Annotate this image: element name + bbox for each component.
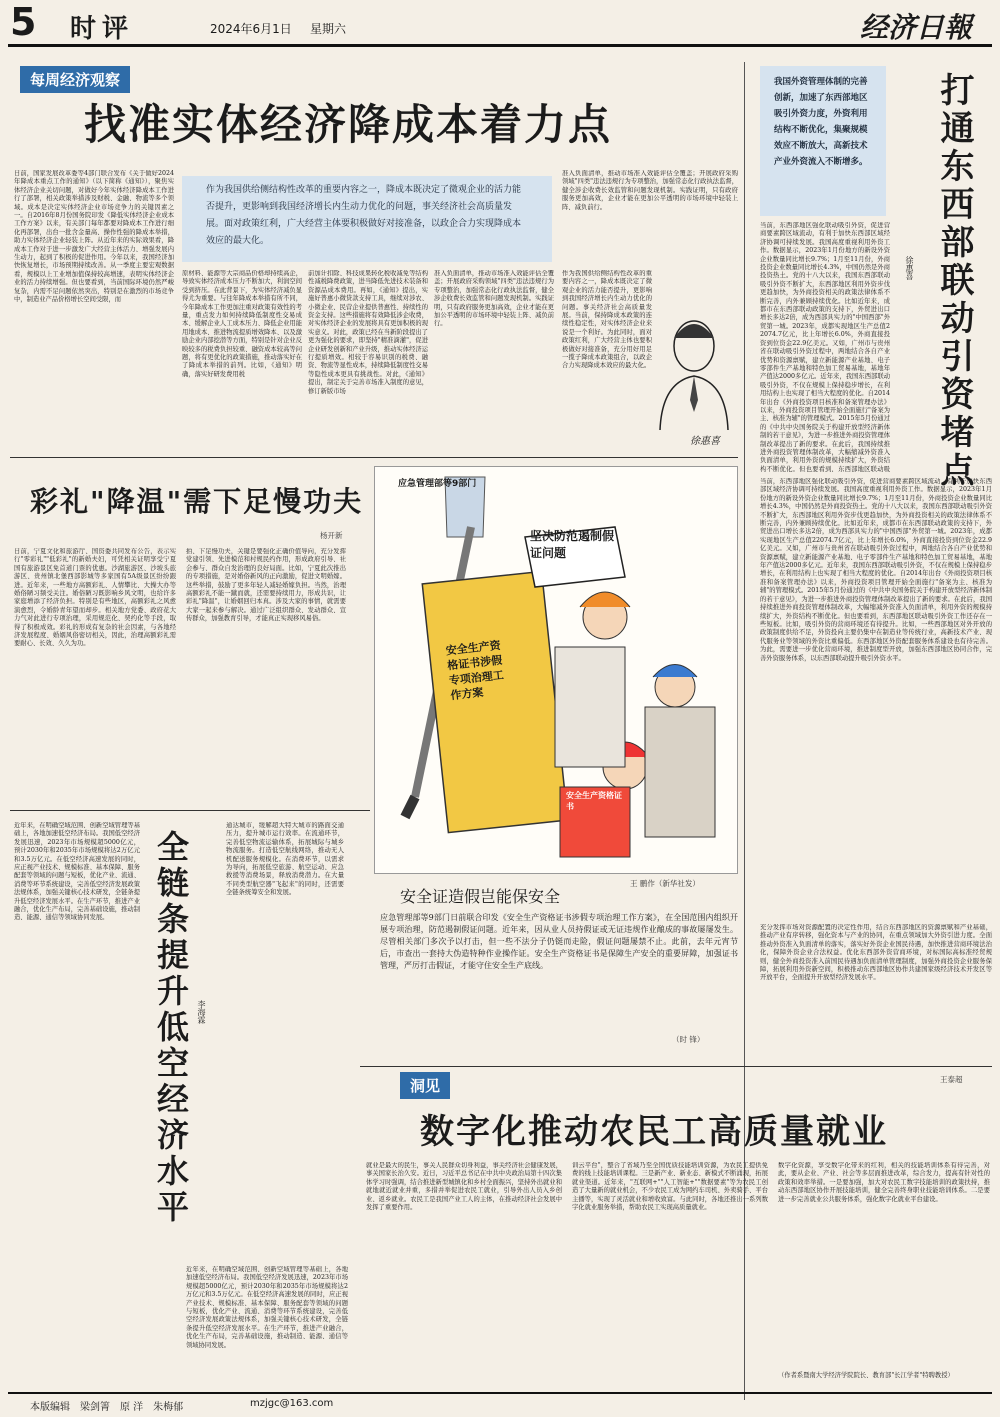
section-rule-3	[360, 1066, 992, 1067]
article1-col5: 作为我国供给侧结构性改革的重要内容之一，降成本既决定了微观企业的活力能否提升，更影响到我国经济增长内生动力优化的问题。事关经济社会高质量发展。当前，保持降成本政策的连续性稳定性，对实体经济企业来说是一个利好。为此同时，面对政策红利，广大经营主体也要积极做好对接准备，充分用好用足一揽子降成本政策组合，以政企合力实现降成本效应的最大化。	[562, 270, 652, 370]
footer-editors: 本版编辑 梁剑箐 原 洋 朱梅郁	[30, 1402, 184, 1413]
article4-col1: 近年来，在明确空域范围、创新空域管理等基础上，各地加速低空经济布局。我国低空经济发展迅速，2023年市场规模超5000亿元，预计2030年和2035年市场规模将达2万亿元和3.5万亿元。在低空经济高速发展的同时，应正视产业技术、规模标准、基本保障、服务配套等领域的问题与短板，优化产业、流通、消费等环节系统建设，完善低空经济发展政策法规体系，加强关键核心技术研发，全链条提升低空经济发展水平。在生产环节，推进产业融合，优化生产布局，完善基础设施，推动制造、能源、通信等领域协同发展。	[14, 822, 140, 922]
section-rule-1	[10, 457, 738, 458]
article5-footnote: （作者系暨南大学经济学院院长、教育部"长江学者"特聘教授）	[778, 1372, 954, 1379]
article5-col3: 数字化资源，享受数字化带来的红利，相关的技能培训体系有待完善，对此，要从企业、产业、社会等多层面推进改革，综合发力，提高有针对性的政策和效率举措。一是要加强，加大对农民工数字技能培训的政策扶持，推动东西部地区协作开展技能培训，健全完善终身职业技能培训体系。二是要进一步完善就业公共服务体系，强化数字化就业平台建设。	[778, 1162, 990, 1203]
cartoon-sign: 坚决防范遏制假证问题	[530, 529, 615, 560]
article4-col2: 通达城市，缓解超大特大城市的路面交通压力，提升城市运行效率。在流通环节，完善低空物流运输体系，拓展城际与城乡物流服务。打造低空航线网络，推动无人机配送服务规模化。在消费环节，以需求为导向，拓展低空旅游、航空运动、应急救援等消费场景，释放消费潜力。在大量不同类型航空器"飞起来"的同时，还需要全链条统筹安全和发展。	[226, 822, 344, 897]
article1-col3: 前加计扣除、科技成果转化税收减免等结构性减税降费政策，进当降低先进技术装备和资源品成本费用。再如，《通知》提出，实施好普惠小微贷款支持工具，继续对涉农、小微企业、民营企业提供普惠性、持续性的资金支持。这些措施将有效降低涉企收费，对实体经济企业的发展将具有更加积极的现实意义。对此，政策已经在当新阶段提出了更为强化的要求，即坚持"精准滴灌"，促进企业研发创新和产业升级，推动实体经济运行提质增效。相较于容易识别的税费、融资、物流等显性成本，持续降低制度性交易等隐性成本更具有挑战性。对此，《通知》提出，制定关于完善市场准入制度的意见，修订新版市场	[308, 270, 428, 395]
article2-body2: 充分发挥市场对资源配置的决定性作用，结合东西部地区的资源禀赋和产业基础，推动产业有序转移，强化资本与产业的协同，在重点领域加大外资引进力度。全面推动外资准入负面清单的落实，落实好外资企业国民待遇，加快推进营商环境法治化，保障外资企业合法权益。优化东西部外资营商环境，对标国际高标准经贸规则，健全外商投资准入前国民待遇加负面清单管理制度，加强外商投资企业服务保障，拓展利用外资新空间，积极推动东西部地区协作共建国家级经济技术开发区等开放平台，全面提升开放型经济发展水平。	[760, 924, 992, 982]
cartoon-certificate: 安全生产资格证书	[566, 791, 622, 811]
cartoon-caption-byline: （时 锋）	[672, 1035, 705, 1044]
article4-col2b: 近年来，在明确空域范围、创新空域管理等基础上，各地加速低空经济布局。我国低空经济发展迅速，2023年市场规模超5000亿元，预计2030年和2035年市场规模将达2万亿元和3.5万亿元。在低空经济高速发展的同时，应正视产业技术、规模标准、基本保障、服务配套等领域的问题与短板，优化产业、流通、消费等环节系统建设，完善低空经济发展政策法规体系，加强关键核心技术研发，全链条提升低空经济发展水平。在生产环节，推进产业融合，优化生产布局，完善基础设施，推动制造、能源、通信等领域协同发展。	[186, 1266, 348, 1349]
article4-author: 李海霖	[197, 1000, 206, 1024]
cartoon-caption-body: 应急管理部等9部门日前联合印发《安全生产资格证书涉假专项治理工作方案》，在全国范围内组织开展专项治理，防范遏制假证问题。近年来，因从业人员持假证或无证违规作业酿成的事故屡屡发生。尽管相关部门多次予以打击，但一些不法分子仍铤而走险，假证问题屡禁不止。此前，去年元宵节后，市查出一套持大伪造特种作业操作证。安全生产资格证书是保障生产安全的重要屏障，加强证书管理，严厉打击假证，才能守住安全生产底线。	[380, 913, 738, 970]
article5-byline: 王泰超	[940, 1075, 963, 1084]
article4-title: 全链条提升低空经济水平	[152, 830, 190, 1226]
article2-title: 打通东西部联动引资堵点	[934, 72, 974, 490]
section-name: 时评	[70, 14, 135, 44]
article1-kicker: 每周经济观察	[20, 66, 130, 93]
footer-email[interactable]: mzjgc@163.com	[250, 1398, 334, 1409]
cartoon-caption-title: 安全证造假岂能保安全	[400, 887, 561, 906]
cartoon-document: 安全生产资格证书涉假专项治理工作方案	[445, 638, 505, 703]
article3-author: 杨开新	[320, 531, 343, 540]
article2-body-top: 当前，东西部地区强化联动吸引外资，促进营商要素跨区域流动，有利于加快东西部区域经济协调可持续发展。我国高度重视利用外资工作。数据显示，2023年1月份地方的新设外资企业数量同比增长9.7%；1月至11月份，外商投资企业数量同比增长4.3%，中国仍然是外商投资热土。党的十八大以来，我国东西部联动吸引外资不断扩大，东西部地区利用外资步伐更趋加快，为外商投资相关的政策法律体系不断完善，内外兼顾持续优化。比如近年来，成都市在东西部联动政策的支持下，外贸进出口增长多达2倍，成为西部具实力的"中国西部"外贸第一城。2023年，成都实现地区生产总值22074.7亿元，比上年增长6.0%，外商直接投资到位资金22.9亿美元。又如，广州市与贵州省在联动吸引外资过程中，两地结合各自产业优势和资源禀赋，建立新能源产业基地、电子零部件生产基地和特色加工贸易基地，基地年产值达2000多亿元。近年来，我国东西部联动吸引外资，不仅在规模上保持稳步增长，在利用结构上也实现了相当大程度的优化。自2014年出台《外商投资项目核准和备案管理办法》以来，外商投资项目管理开始全面施行"备案为主、核准为辅"的管理模式。2015年5月份通过的《中共中央国务院关于构建开放型经济新体制的若干意见》，为进一步推进外商投资管理体制改革提出了新的要求。在此后，我国持续推进外商投资管理体制改革，大幅缩减外资准入负面清单，利用外资的规模持续扩大，外资结构不断优化。但也要看到，东西部地区联动吸	[760, 222, 890, 472]
newspaper-logo: 经济日報	[860, 11, 973, 44]
article5-title: 数字化推动农民工高质量就业	[420, 1112, 888, 1152]
article1-col5-top: 准入负面清单，推动市场准入效能评估全覆盖；开展政府采购领域"四类"违法违规行为专项整治，加强常态化行政执法监督，健全涉企收费长效监管和问题发现机制。实践证明，只有政府服务更加高效，企业才能在更加公平透明的市场环境中轻装上阵、减负前行。	[562, 170, 738, 211]
article3-col2: 拍、下足慢功夫，关键是要强化正确价值导向，充分发挥党建引领、先进模范和村规民约作用，形成政府引导、社会参与、群众自发治理的良好局面。比如，宁夏此次推出的专项措施，是对婚俗新风的正向激励，促进文明婚嫁。这些举措，鼓励了更多年轻人减轻婚嫁负担。当然，治理高额彩礼不能一蹴而就，还需要持续用力，形成共识，让彩礼"降温"，让婚姻回归本真。涉及大家的事情，就需要大家一起来参与解决。通过广泛组织群众、发动群众、宣传群众，加强教育引导，才能真正实现移风易俗。	[186, 548, 346, 623]
footer-rule	[8, 1392, 992, 1394]
article3-title: 彩礼"降温"需下足慢功夫	[30, 485, 364, 518]
article1-col2: 原材料、能源等大宗商品价格却持续高企，导致实体经济成本压力不断加大，利润空间受到挤压。在此背景下，为实体经济减负显得尤为重要。与往年降成本举措有所不同，今年降成本工作更加注重对政策有效性的考量，重点发力如何持续降低制度性交易成本、缓解企业人工成本压力、降低企业用能用地成本、推进物流提质增效降本、以及激励企业内部挖潜等方面，特别是针对企业反映较多的税费负担较重、融资成本较高等问题，将有更优化的政策措施，推动落实好在了降成本举措的前列。比如，《通知》明确，落实好研发费用税	[182, 270, 302, 378]
article3-col1: 日前，宁夏文化和旅游厅、国资委共同发布公告，表示实行"零彩礼""低彩礼"的新婚夫妇，可凭相关证明享受宁夏国有旅游景区免首道门票的优惠。沙湖旅游区、沙坡头旅游区、贵州镇北堡西部影城等多家国有5A级景区纷纷跟进。近年来，一些地方高额彩礼、人情攀比、大操大办等婚俗陋习频受关注。婚俗陋习既影响乡风文明，也给许多家庭增添了经济负担。特别是有些地区，高额彩礼之风愈演愈烈，令婚龄青年望而却步。相关地方党委、政府花大力气对此进行专项治理，采用规范化、契约化等手段，取得了积极成效。彩礼的形成有复杂的社会因素，与各地经济发展程度、婚姻风俗密切相关，因此，治理高额彩礼需要耐心、长效、久久为功。	[14, 548, 176, 648]
article2-body: 当前，东西部地区强化联动吸引外资，促进营商要素跨区域流动，有利于加快东西部区域经济协调可持续发展。我国高度重视利用外资工作。数据显示，2023年1月份地方的新设外资企业数量同比增长9.7%；1月至11月份，外商投资企业数量同比增长4.3%，中国仍然是外商投资热土。党的十八大以来，我国东西部联动吸引外资不断扩大，东西部地区利用外资步伐更趋加快，为外商投资相关的政策法律体系不断完善，内外兼顾持续优化。比如近年来，成都市在东西部联动政策的支持下，外贸进出口增长多达2倍，成为西部具实力的"中国西部"外贸第一城。2023年，成都实现地区生产总值22074.7亿元，比上年增长6.0%，外商直接投资到位资金22.9亿美元。又如，广州市与贵州省在联动吸引外资过程中，两地结合各自产业优势和资源禀赋，建立新能源产业基地、电子零部件生产基地和特色加工贸易基地，基地年产值达2000多亿元。近年来，我国东西部联动吸引外资，不仅在规模上保持稳步增长，在利用结构上也实现了相当大程度的优化。自2014年出台《外商投资项目核准和备案管理办法》以来，外商投资项目管理开始全面施行"备案为主、核准为辅"的管理模式。2015年5月份通过的《中共中央国务院关于构建开放型经济新体制的若干意见》，为进一步推进外商投资管理体制改革提出了新的要求。在此后，我国持续推进外商投资管理体制改革，大幅缩减外资准入负面清单，利用外资的规模持续扩大，外资结构不断优化。但也要看到，东西部地区联动吸引外资工作还存在一些短板。比如，吸引外资的营商环境还有待提升。比如，一些西部地区对外开放的政策制度供给不足，外资投向主要仍集中在制造业等传统行业，高新技术产业、现代服务业等领域的外资比重偏低。东西部地区外资配套服务体系建设也有待完善。为此，需要进一步优化营商环境，推进制度型开放，加强东西部地区协同合作，完善外资服务体系，以东西部联动提升吸引外资水平。	[760, 478, 992, 662]
article5-col2: 训云平台"，整合了省域乃至全国优质技能培训资源，为农民工提供免费的线上技能培训课程。三是新产业、新业态、新模式不断涌现，拓展就业渠道。近年来，"互联网+""人工智能+""数据要素"等为农民工创造了大量新的就业机会，不少农民工成为网约车司机、外卖骑手、平台主播等，实现了灵活就业和增收致富。与此同时，各地还推出一系列数字化就业服务举措，帮助农民工实现高质量就业。	[572, 1162, 768, 1212]
author-signature: 徐惠喜	[690, 436, 720, 447]
page-number: 5	[10, 0, 37, 44]
issue-weekday: 星期六	[310, 22, 347, 36]
article5-col1: 就业是最大的民生，事关人民群众切身利益，事关经济社会健康发展，事关国家长治久安。近日，习近平总书记在中共中央政治局第十四次集体学习时强调，结合推进新型城镇化和乡村全面振兴，坚持外出就业和就地就近就业并重，多措并举促进农民工就业，引导外出人员入乡创业、返乡就业。农民工是我国产业工人的主体，在推动经济社会发展中发挥了重要作用。	[366, 1162, 562, 1212]
masthead-rule	[8, 44, 992, 47]
article2-author: 徐惠喜	[905, 256, 914, 280]
author-portrait	[650, 300, 738, 430]
article5-kicker: 洞见	[400, 1072, 450, 1099]
article2-highlight: 我国外资管理体制的完善创新，加速了东西部地区吸引外资力度，外资利用结构不断优化，集聚规模效应不断放大，高新技术产业外资流入不断增多。	[760, 66, 886, 216]
section-rule-2	[10, 810, 370, 811]
cartoon-label: 应急管理部等9部门	[398, 479, 477, 489]
article1-col1: 日前，国家发展改革委等4部门联合发布《关于做好2024年降成本重点工作的通知》（以下简称《通知》），聚焦实体经济企业关切问题，对做好今年实体经济降成本工作进行了部署，相关政策举措涉及财税、金融、物流等多个领域。成本是决定实体经济企业市场竞争力的关键因素之一。自2016年8月份国务院印发《降低实体经济企业成本工作方案》以来，有关部门每年都要对降成本工作进行细化再部署，出台一批含金量高、操作性强的降成本举措，助力实体经济企业轻装上阵。从近年来的实际效果看，降成本工作对于进一步激发广大经营主体活力、增强发展内生动力，起到了积极的促进作用。今年以来，我国经济加快恢复增长，市场预期持续改善。从一季度主要宏观数据看，规模以上工业增加值保持较高增速，表明实体经济企业的活力持续增强。但也要看到，当前国际环境仍然严峻复杂，内需不足问题依然突出，特别是在激烈的市场竞争中，制造业产品价格增长空间受限，而	[14, 170, 174, 304]
article1-summary: 作为我国供给侧结构性改革的重要内容之一，降成本既决定了微观企业的活力能否提升，更影响到我国经济增长内生动力优化的问题，事关经济社会高质量发展。面对政策红利，广大经营主体要积极做好对接准备，以政企合力实现降成本效应的最大化。	[182, 176, 552, 262]
article1-col4: 准入负面清单，推动市场准入效能评估全覆盖；开展政府采购领域"四类"违法违规行为专项整治，加强常态化行政执法监督，健全涉企收费长效监管和问题发现机制。实践证明，只有政府服务更加高效，企业才能在更加公平透明的市场环境中轻装上阵、减负前行。	[434, 270, 554, 328]
issue-date: 2024年6月1日	[210, 22, 292, 36]
article1-title: 找准实体经济降成本着力点	[84, 100, 613, 149]
cartoon-author: 王 鹏作（新华社发）	[630, 879, 700, 888]
